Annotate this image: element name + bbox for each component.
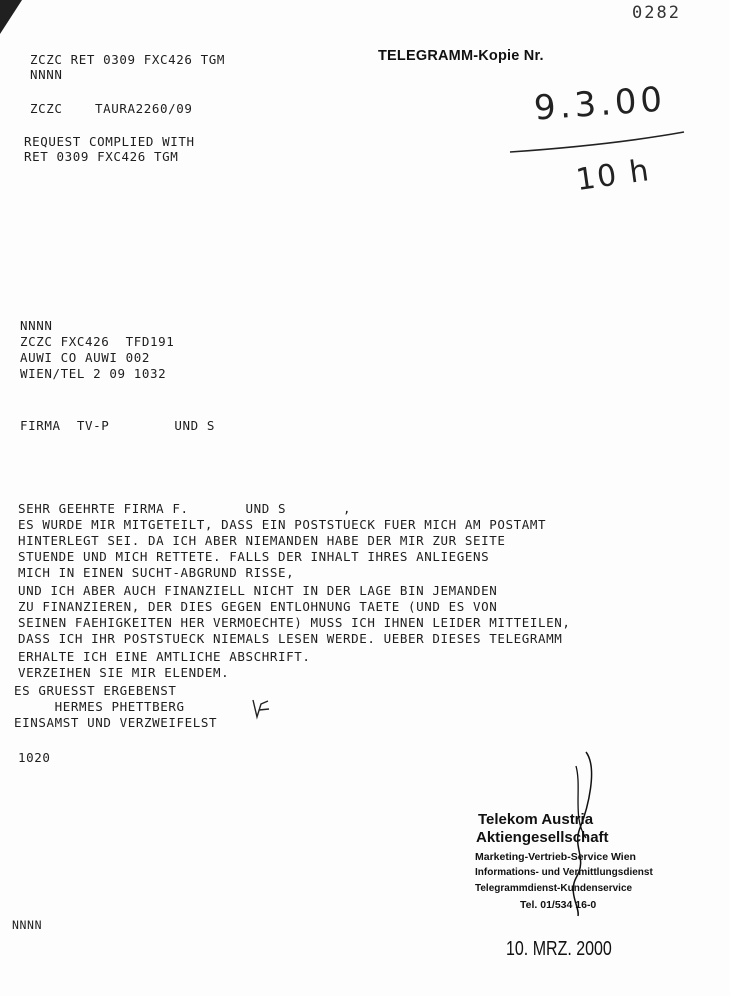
body-line: ZU FINANZIEREN, DER DIES GEGEN ENTLOHNUNG TAETE (UND ES VON	[18, 599, 498, 614]
body-line: ERHALTE ICH EINE AMTLICHE ABSCHRIFT.	[18, 649, 311, 664]
body-line: VERZEIHEN SIE MIR ELENDEM.	[18, 665, 230, 680]
handwritten-initials	[250, 698, 272, 720]
body-line: STUENDE UND MICH RETTETE. FALLS DER INHALT IHRES ANLIEGENS	[18, 549, 490, 564]
handwritten-time: 10 h	[573, 152, 653, 199]
stamp-department: Marketing-Vertrieb-Service Wien	[475, 851, 636, 863]
handwritten-signature	[558, 748, 608, 918]
addressee: FIRMA TV-P UND S	[20, 418, 216, 433]
stamp-unit: Telegrammdienst-Kundenservice	[475, 883, 633, 894]
stamp-company: Telekom Austria	[478, 811, 594, 828]
body-line: SEINEN FAEHIGKEITEN HER VERMOECHTE) MUSS ICH IHNEN LEIDER MITTEILEN,	[18, 615, 571, 630]
body-line: DASS ICH IHR POSTSTUECK NIEMALS LESEN WERDE. UEBER DIESES TELEGRAMM	[18, 631, 563, 646]
body-line: EINSAMST UND VERZWEIFELST	[14, 715, 218, 730]
date-stamp: 10. MRZ. 2000	[506, 938, 612, 960]
body-line: ES WURDE MIR MITGETEILT, DASS EIN POSTSTUECK FUER MICH AM POSTAMT	[18, 517, 547, 532]
signature-name: HERMES PHETTBERG	[14, 699, 185, 714]
request-line-2: RET 0309 FXC426 TGM	[24, 149, 179, 164]
footer-nnnn: NNNN	[12, 918, 43, 932]
routing-line-3: AUWI CO AUWI 002	[20, 350, 151, 365]
stamp-service: Informations- und Vermittlungsdienst	[475, 867, 653, 878]
body-line: MICH IN EINEN SUCHT-ABGRUND RISSE,	[18, 565, 295, 580]
document-number: 0282	[632, 3, 681, 23]
body-line: UND ICH ABER AUCH FINANZIELL NICHT IN DER LAGE BIN JEMANDEN	[18, 583, 498, 598]
stamp-company-type: Aktiengesellschaft	[476, 829, 609, 846]
routing-line-1: NNNN	[20, 318, 53, 333]
handwritten-divider	[508, 128, 688, 158]
routing-line-4: WIEN/TEL 2 09 1032	[20, 366, 167, 381]
body-line: SEHR GEEHRTE FIRMA F. UND S ,	[18, 501, 352, 516]
body-line: ES GRUESST ERGEBENST	[14, 683, 177, 698]
request-line-1: REQUEST COMPLIED WITH	[24, 134, 195, 149]
stamp-phone: Tel. 01/534 16-0	[520, 899, 597, 911]
header-line-2: NNNN	[30, 67, 63, 82]
handwritten-date: 9.3.00	[532, 79, 668, 129]
header-line-1: ZCZC RET 0309 FXC426 TGM	[30, 52, 226, 67]
routing-line-2: ZCZC FXC426 TFD191	[20, 334, 175, 349]
end-code: 1020	[18, 750, 51, 765]
reference-code: ZCZC TAURA2260/09	[30, 101, 193, 116]
telegram-title: TELEGRAMM-Kopie Nr.	[378, 48, 544, 64]
scan-corner-shadow	[0, 0, 22, 34]
body-line: HINTERLEGT SEI. DA ICH ABER NIEMANDEN HABE DER MIR ZUR SEITE	[18, 533, 506, 548]
